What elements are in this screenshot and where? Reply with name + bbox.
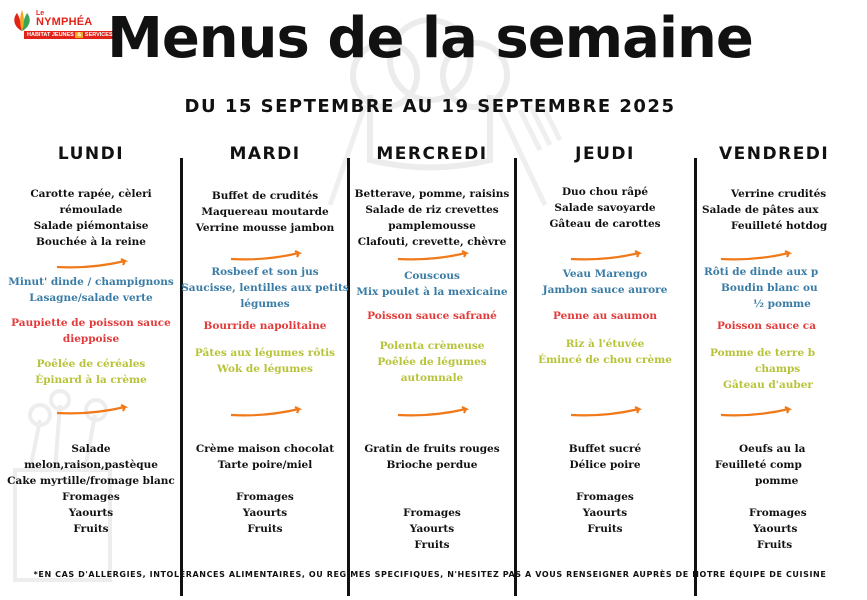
menu-item: Paupiette de poisson sauce dieppoise <box>11 317 171 345</box>
menu-item: Buffet de crudités <box>211 190 319 202</box>
day-name: LUNDI <box>57 144 125 164</box>
menu-item: Yaourts <box>68 507 114 519</box>
day-column-lundi <box>6 144 176 535</box>
menu-item: ½ pomme <box>753 298 811 310</box>
menu-item: Délice poire <box>569 459 641 471</box>
menu-item: Saucisse, lentilles aux petits légumes <box>181 282 349 310</box>
menu-item: Polenta crèmeuse <box>379 340 485 352</box>
menu-item: Riz à l'étuvée <box>565 338 645 350</box>
menu-item: Buffet sucré <box>568 443 642 455</box>
starters <box>6 186 176 250</box>
dairy-fruit <box>697 505 867 553</box>
main-meat <box>520 266 690 298</box>
swoosh-divider-icon <box>567 406 643 418</box>
day-column-jeudi <box>520 144 690 535</box>
swoosh-divider-icon <box>394 406 470 418</box>
main-fish <box>520 308 690 324</box>
menu-item: Fromages <box>749 507 807 519</box>
menu-item: Jambon sauce aurore <box>542 284 668 296</box>
menu-item: Fromages <box>576 491 634 503</box>
swoosh-divider-icon <box>53 258 129 270</box>
main-fish <box>180 318 350 334</box>
main-fish <box>6 315 176 347</box>
desserts <box>6 441 176 489</box>
tagline-amp: & <box>77 32 82 38</box>
date-range: DU 15 SEPTEMBRE AU 19 SEPTEMBRE 2025 <box>184 96 676 117</box>
menu-item: Fruits <box>757 539 793 551</box>
menu-item: Oeufs au la <box>739 443 806 455</box>
menu-item: Rôti de dinde aux p <box>704 266 819 278</box>
day-column-mercredi <box>347 144 517 551</box>
menu-item: Bouchée à la reine <box>36 236 146 248</box>
sides <box>180 345 350 377</box>
desserts <box>520 441 690 473</box>
brand-prefix: Le <box>36 10 45 17</box>
menu-item: Fromages <box>62 491 120 503</box>
menu-item: Salade de riz crevettes pamplemousse <box>365 204 499 232</box>
sides <box>520 336 690 368</box>
menu-item: pomme <box>755 475 799 487</box>
swoosh-divider-icon <box>394 250 470 262</box>
sides <box>6 356 176 388</box>
day-column-mardi <box>180 144 350 535</box>
dairy-fruit <box>347 505 517 553</box>
menu-item: Poisson sauce safrané <box>367 310 497 322</box>
starters <box>520 184 690 232</box>
menu-item: Brioche perdue <box>386 459 478 471</box>
menu-item: Lasagne/salade verte <box>29 292 153 304</box>
desserts <box>697 441 867 489</box>
allergy-notice: *EN CAS D'ALLERGIES, INTOLÉRANCES ALIMENTAIRES, OU REGIMES SPECIFIQUES, N'HESITEZ PAS A VOUS RENSEIGNER AUPRÈS DE NOTRE ÉQUIPE DE CUISINE <box>33 570 827 579</box>
menu-item: Gâteau d'auber <box>723 379 813 391</box>
menu-item: Fruits <box>414 539 450 551</box>
menu-item: Yaourts <box>242 507 288 519</box>
main-meat <box>697 264 867 312</box>
day-column-vendredi <box>697 144 867 551</box>
menu-item: Yaourts <box>753 523 798 535</box>
starters <box>347 186 517 250</box>
menu-item: Fruits <box>73 523 109 535</box>
menu-item: Minut' dinde / champignons <box>8 276 174 288</box>
main-meat <box>347 268 517 300</box>
menu-item: Cake myrtille/fromage blanc <box>7 475 175 487</box>
swoosh-divider-icon <box>53 404 129 416</box>
menu-item: Veau Marengo <box>562 268 648 280</box>
swoosh-divider-icon <box>227 406 303 418</box>
starters <box>180 188 350 236</box>
menu-item: Émincé de chou crème <box>538 354 672 366</box>
menu-item: Boudin blanc ou <box>721 282 818 294</box>
menu-item: Tarte poire/miel <box>217 459 313 471</box>
menu-item: Épinard à la crème <box>35 374 147 386</box>
menu-item: Carotte rapée, cèleri rémoulade <box>30 188 152 216</box>
menu-item: Feuilleté comp <box>715 459 802 471</box>
main-fish <box>697 318 867 334</box>
dairy-fruit <box>520 489 690 537</box>
menu-item: Verrine crudités <box>731 188 827 200</box>
main-meat <box>180 264 350 312</box>
day-name: VENDREDI <box>719 144 830 164</box>
day-name: MARDI <box>229 144 301 164</box>
brand-name: NYMPHÉA <box>36 16 93 28</box>
menu-item: Salade piémontaise <box>33 220 149 232</box>
desserts <box>347 441 517 473</box>
swoosh-divider-icon <box>227 250 303 262</box>
menu-item: Verrine mousse jambon <box>195 222 335 234</box>
menu-item: Pâtes aux légumes rôtis <box>194 347 336 359</box>
menu-item: Salade melon,raison,pastèque <box>24 443 158 471</box>
menu-item: Poêlée de légumes automnale <box>377 356 487 384</box>
menu-item: Salade de pâtes aux <box>702 204 819 216</box>
menu-item: Wok de légumes <box>217 363 313 375</box>
menu-item: champs <box>755 363 801 375</box>
menu-item: Fruits <box>587 523 623 535</box>
menu-item: Pomme de terre b <box>710 347 816 359</box>
menu-item: Rosbeef et son jus <box>211 266 319 278</box>
menu-item: Salade savoyarde <box>554 202 656 214</box>
menu-item: Maquereau moutarde <box>201 206 329 218</box>
menu-item: Gâteau de carottes <box>549 218 661 230</box>
dairy-fruit <box>6 489 176 537</box>
menu-item: Fruits <box>247 523 283 535</box>
menu-item: Clafouti, crevette, chèvre <box>357 236 507 248</box>
menu-item: Poisson sauce ca <box>717 320 816 332</box>
swoosh-divider-icon <box>717 250 793 262</box>
starters <box>697 186 867 234</box>
menu-item: Couscous <box>404 270 460 282</box>
day-name: JEUDI <box>575 144 635 164</box>
menu-item: Crème maison chocolat <box>195 443 335 455</box>
menu-item: Fromages <box>403 507 461 519</box>
menu-item: Fromages <box>236 491 294 503</box>
day-name: MERCREDI <box>376 144 488 164</box>
menu-item: Yaourts <box>409 523 455 535</box>
menu-item: Feuilleté hotdog <box>731 220 828 232</box>
tagline-right: SERVICES <box>84 32 113 38</box>
menu-item: Yaourts <box>582 507 628 519</box>
swoosh-divider-icon <box>567 250 643 262</box>
swoosh-divider-icon <box>717 406 793 418</box>
main-fish <box>347 308 517 324</box>
sides <box>697 345 867 393</box>
menu-item: Poêlée de céréales <box>36 358 146 370</box>
dairy-fruit <box>180 489 350 537</box>
menu-item: Duo chou râpé <box>561 186 649 198</box>
menu-item: Penne au saumon <box>552 310 658 322</box>
page-title: Menus de la semaine <box>107 6 753 71</box>
sides <box>347 338 517 386</box>
tagline-left: HABITAT JEUNES <box>27 32 74 38</box>
menu-item: Gratin de fruits rouges <box>364 443 500 455</box>
menu-item: Betterave, pomme, raisins <box>354 188 510 200</box>
desserts <box>180 441 350 473</box>
menu-item: Mix poulet à la mexicaine <box>356 286 508 298</box>
main-meat <box>6 274 176 306</box>
menu-item: Bourride napolitaine <box>203 320 327 332</box>
